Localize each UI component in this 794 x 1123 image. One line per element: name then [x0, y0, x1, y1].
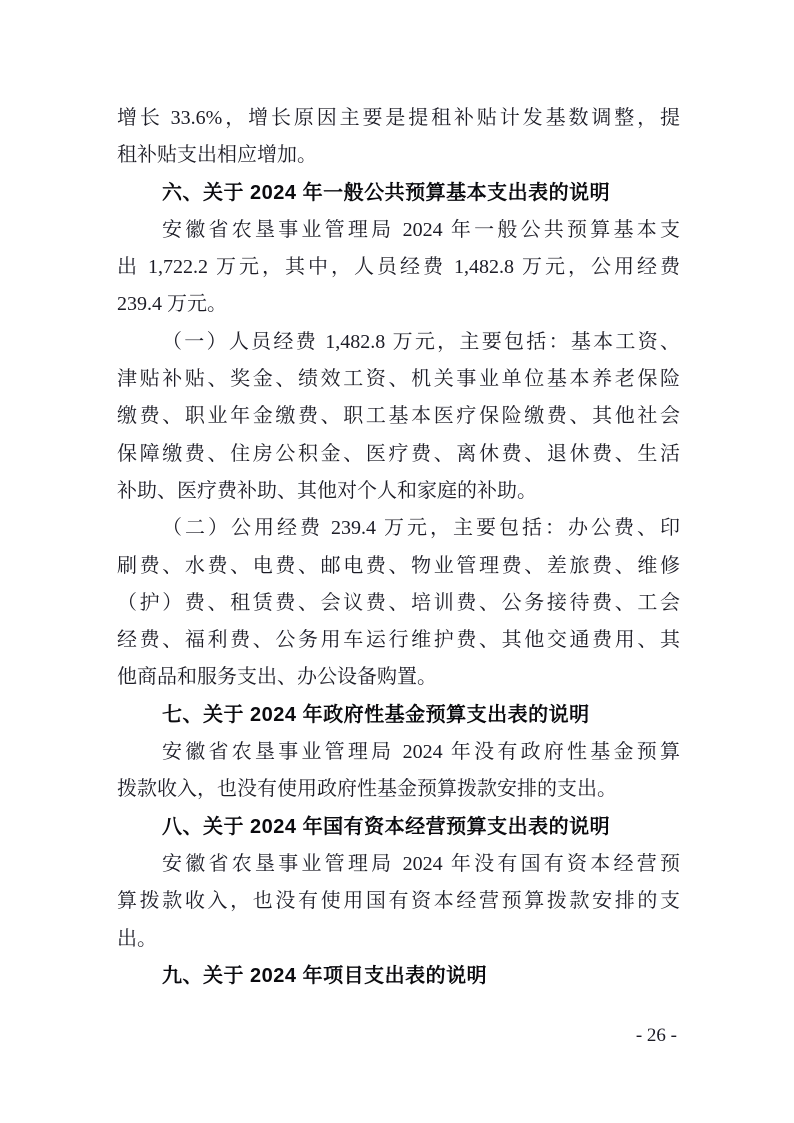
paragraph-line: 他商品和服务支出、办公设备购置。 — [117, 666, 437, 689]
section-heading: 七、关于 2024 年政府性基金预算支出表的说明 — [162, 703, 590, 726]
paragraph-line: 出 1,722.2 万元，其中，人员经费 1,482.8 万元，公用经费 — [117, 256, 680, 279]
paragraph-line: 刷费、水费、电费、邮电费、物业管理费、差旅费、维修 — [117, 554, 680, 577]
paragraph-line: （护）费、租赁费、会议费、培训费、公务接待费、工会 — [117, 591, 680, 614]
paragraph-line: 保障缴费、住房公积金、医疗费、离休费、退休费、生活 — [117, 442, 680, 465]
paragraph-line: 算拨款收入，也没有使用国有资本经营预算拨款安排的支 — [117, 890, 680, 913]
paragraph-line: 安徽省农垦事业管理局 2024 年没有政府性基金预算 — [162, 741, 680, 764]
paragraph-line: 缴费、职业年金缴费、职工基本医疗保险缴费、其他社会 — [117, 405, 680, 428]
paragraph-line: 出。 — [117, 927, 157, 950]
section-heading: 八、关于 2024 年国有资本经营预算支出表的说明 — [162, 815, 611, 838]
paragraph-line: 239.4 万元。 — [117, 293, 227, 316]
document-body — [117, 100, 680, 995]
paragraph-line: （一）人员经费 1,482.8 万元，主要包括：基本工资、 — [162, 330, 680, 353]
paragraph-line: 津贴补贴、奖金、绩效工资、机关事业单位基本养老保险 — [117, 368, 680, 391]
page-number: - 26 - — [635, 1025, 677, 1046]
section-heading: 九、关于 2024 年项目支出表的说明 — [162, 964, 488, 987]
paragraph-line: 安徽省农垦事业管理局 2024 年一般公共预算基本支 — [162, 218, 680, 241]
paragraph-line: 拨款收入，也没有使用政府性基金预算拨款安排的支出。 — [117, 778, 617, 801]
paragraph-line: 经费、福利费、公务用车运行维护费、其他交通费用、其 — [117, 629, 680, 652]
paragraph-line: 增长 33.6%，增长原因主要是提租补贴计发基数调整，提 — [117, 107, 680, 129]
paragraph-line: 租补贴支出相应增加。 — [117, 144, 317, 167]
paragraph-line: （二）公用经费 239.4 万元，主要包括：办公费、印 — [162, 517, 680, 540]
paragraph-line: 补助、医疗费补助、其他对个人和家庭的补助。 — [117, 479, 537, 502]
paragraph-line: 安徽省农垦事业管理局 2024 年没有国有资本经营预 — [162, 852, 680, 875]
section-heading: 六、关于 2024 年一般公共预算基本支出表的说明 — [162, 181, 611, 204]
